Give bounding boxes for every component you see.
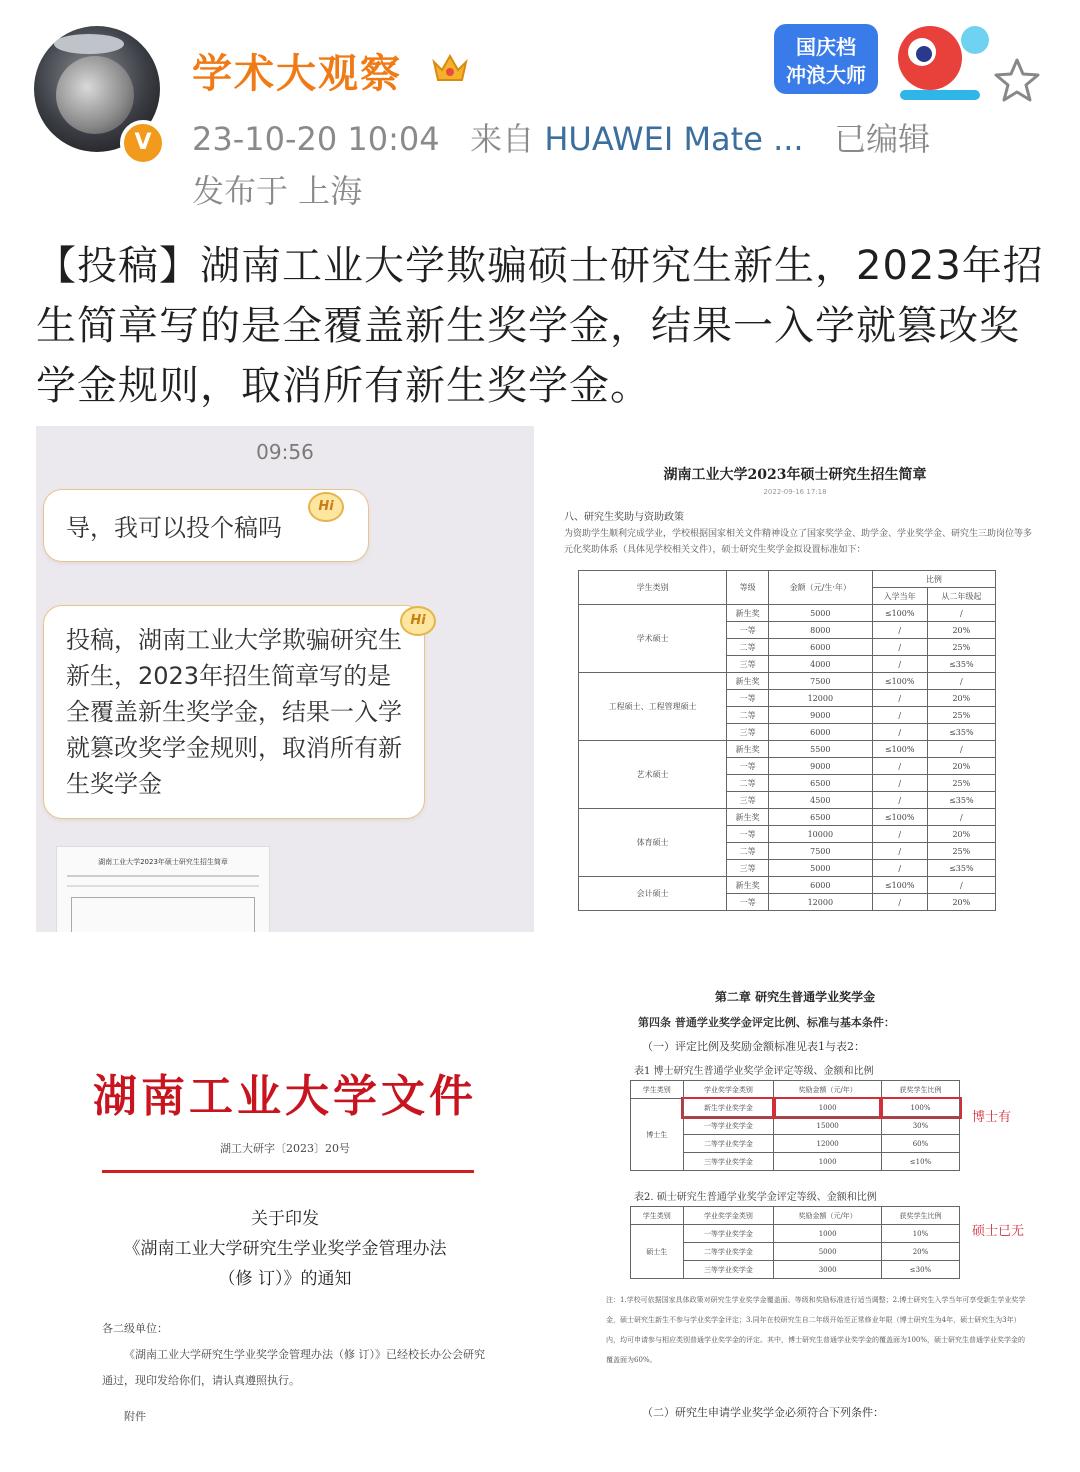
- table-cell: 新生奖: [727, 877, 769, 894]
- table-row: [631, 1225, 960, 1243]
- table-cell: 25%: [927, 843, 995, 860]
- table-cell: 25%: [927, 775, 995, 792]
- table-cell: /: [872, 724, 927, 741]
- student-type-cell: 硕士生: [631, 1225, 684, 1279]
- table-header-cell: 奖励金额（元/年）: [774, 1081, 882, 1099]
- table-cell: 12000: [774, 1135, 882, 1153]
- table-cell: 一等: [727, 826, 769, 843]
- table-row: [579, 809, 996, 826]
- table-cell: 1000: [774, 1153, 882, 1171]
- doc-number: 湖工大研字〔2023〕20号: [220, 1142, 350, 1155]
- student-type-cell: 工程硕士、工程管理硕士: [579, 673, 727, 741]
- table-cell: 6500: [768, 809, 872, 826]
- chat-bubble-2: 投稿，湖南工业大学欺骗研究生新生，2023年招生简章写的是全覆盖新生奖学金，结果一入学就篡改奖学金规则，取消所有新生奖学金: [44, 606, 424, 818]
- table-cell: 20%: [927, 758, 995, 775]
- table-cell: 12000: [768, 690, 872, 707]
- table-cell: 1000: [774, 1225, 882, 1243]
- table-cell: 二等: [727, 775, 769, 792]
- table-header-row: [631, 1207, 960, 1225]
- doc-body: 各二级单位： 《湖南工业大学研究生学业奖学金管理办法（修 订）》已经校长办公会研究通过，现印发给你们，请认真遵照执行。 附件: [102, 1322, 485, 1423]
- holiday-badge[interactable]: [770, 10, 1000, 110]
- location: 发布于 上海: [192, 172, 363, 210]
- mini-document-thumbnail: [56, 846, 270, 932]
- table-cell: /: [872, 758, 927, 775]
- chapter-title: 第二章 研究生普通学业奖学金: [714, 990, 876, 1004]
- table-header-row: [631, 1081, 960, 1099]
- table-row: [579, 605, 996, 622]
- red-divider: [102, 1170, 474, 1173]
- table-cell: /: [872, 622, 927, 639]
- table-footnote: 注：1.学校可依据国家具体政策对研究生学业奖学金覆盖面、等级和奖励标准进行适当调整；2.博士研究生入学当年可享受新生学业奖学金，硕士研究生新生不参与学业奖学金评定；3.同年在校研究生自二年级开始至正常修业年限（博士研究生为4年，硕士研究生为3年）内，均可申请参与相应类别普通学业奖学金的评定。其中，博士研究生普通学业奖学金的覆盖面为100%，硕士研究生普通学业奖学金的覆盖面为60%。: [606, 1296, 1026, 1364]
- ufo-graphic: [54, 34, 124, 54]
- masters-table: [630, 1206, 960, 1279]
- badge-line-1: 国庆档: [796, 35, 856, 59]
- table-cell: /: [872, 775, 927, 792]
- student-type-cell: 会计硕士: [579, 877, 727, 911]
- table-cell: /: [872, 792, 927, 809]
- table-cell: 新生学业奖学金: [683, 1099, 774, 1117]
- table-cell: /: [927, 673, 995, 690]
- notice-title: 关于印发 《湖南工业大学研究生学业奖学金管理办法 （修 订）》的通知: [123, 1209, 447, 1289]
- official-doc-title: 湖南工业大学文件: [93, 1071, 477, 1122]
- table-cell: /: [927, 809, 995, 826]
- source-link[interactable]: HUAWEI Mate ...: [544, 120, 804, 158]
- table-row: [579, 877, 996, 894]
- table-cell: /: [872, 826, 927, 843]
- table2-title: 表2. 硕士研究生普通学业奖学金评定等级、金额和比例: [634, 1192, 877, 1203]
- table-cell: 12000: [768, 894, 872, 911]
- table-cell: /: [872, 843, 927, 860]
- post-text: 【投稿】湖南工业大学欺骗硕士研究生新生，2023年招生简章写的是全覆盖新生奖学金，结果一入学就篡改奖学金规则，取消所有新生奖学金。: [36, 243, 1044, 409]
- crown-icon: [430, 50, 470, 86]
- table-cell: /: [872, 639, 927, 656]
- post-image-1[interactable]: [36, 426, 534, 932]
- table-cell: 新生奖: [727, 673, 769, 690]
- table-cell: 5000: [768, 860, 872, 877]
- table-row: [579, 741, 996, 758]
- table-cell: 25%: [927, 707, 995, 724]
- table-cell: 9000: [768, 707, 872, 724]
- phd-table: [630, 1080, 960, 1171]
- table-cell: 10000: [768, 826, 872, 843]
- table-cell: 20%: [881, 1243, 959, 1261]
- table-cell: ≤100%: [872, 673, 927, 690]
- scholarship-table: [578, 570, 996, 911]
- table-cell: 二等: [727, 843, 769, 860]
- table-cell: 新生奖: [727, 605, 769, 622]
- table-cell: 5500: [768, 741, 872, 758]
- student-type-cell: 学术硕士: [579, 605, 727, 673]
- chat-time: 09:56: [256, 440, 314, 464]
- table-cell: 4000: [768, 656, 872, 673]
- table-cell: /: [927, 741, 995, 758]
- table-cell: /: [927, 605, 995, 622]
- table-cell: ≤35%: [927, 724, 995, 741]
- table-cell: 10%: [881, 1225, 959, 1243]
- table-cell: 一等: [727, 894, 769, 911]
- table-header-cell: 学生类别: [631, 1081, 684, 1099]
- table-cell: /: [872, 656, 927, 673]
- table-cell: 新生奖: [727, 809, 769, 826]
- table-cell: 20%: [927, 622, 995, 639]
- table-cell: 三等: [727, 724, 769, 741]
- table-cell: 三等学业奖学金: [683, 1153, 774, 1171]
- annotation-masters: 硕士已无: [972, 1224, 1025, 1239]
- table-cell: 7500: [768, 843, 872, 860]
- table-cell: 6000: [768, 724, 872, 741]
- col-amount: 金额（元/生·年）: [768, 571, 872, 605]
- table-cell: 二等: [727, 639, 769, 656]
- hi-icon: Hi: [400, 606, 436, 636]
- table-cell: 二等学业奖学金: [683, 1135, 774, 1153]
- brochure-section: 八、研究生奖助与资助政策: [564, 512, 684, 523]
- moon-graphic: [56, 56, 134, 134]
- table-header-cell: 学业奖学金类别: [683, 1081, 774, 1099]
- table-cell: ≤35%: [927, 656, 995, 673]
- table-cell: /: [872, 690, 927, 707]
- table-cell: 6000: [768, 639, 872, 656]
- mini-doc-title: 湖南工业大学2023年硕士研究生招生简章: [98, 858, 228, 866]
- post-image-2[interactable]: [546, 426, 1044, 932]
- table-cell: 20%: [927, 894, 995, 911]
- table-header-cell: 学生类别: [631, 1207, 684, 1225]
- col-ratio: 比例: [872, 571, 995, 588]
- table-cell: 5000: [774, 1243, 882, 1261]
- table-cell: 一等学业奖学金: [683, 1117, 774, 1135]
- table-cell: 9000: [768, 758, 872, 775]
- post-meta: [192, 114, 930, 160]
- table-row: [631, 1099, 960, 1117]
- col-ratio-y2: 从二年级起: [927, 588, 995, 605]
- table-cell: 3000: [774, 1261, 882, 1279]
- table-cell: 20%: [927, 690, 995, 707]
- table-cell: /: [872, 894, 927, 911]
- annotation-phd: 博士有: [972, 1110, 1012, 1125]
- source-prefix: 来自: [470, 120, 535, 158]
- table-cell: /: [927, 877, 995, 894]
- table-header-cell: 获奖学生比例: [881, 1207, 959, 1225]
- table-cell: 三等: [727, 792, 769, 809]
- table-cell: 25%: [927, 639, 995, 656]
- favorite-star-icon[interactable]: [992, 56, 1042, 106]
- table-cell: ≤35%: [927, 860, 995, 877]
- student-type-cell: 体育硕士: [579, 809, 727, 877]
- sub-heading-2: （二）研究生申请学业奖学金必须符合下列条件：: [642, 1406, 884, 1419]
- table-cell: ≤30%: [881, 1261, 959, 1279]
- brochure-title: 湖南工业大学2023年硕士研究生招生简章: [663, 467, 927, 483]
- table-header-cell: 学业奖学金类别: [683, 1207, 774, 1225]
- table-cell: 一等: [727, 758, 769, 775]
- brochure-date: 2022-09-16 17:18: [763, 488, 827, 496]
- table-cell: 6000: [768, 877, 872, 894]
- table-cell: 一等: [727, 690, 769, 707]
- chat-bubble-1: 导，我可以投个稿吗: [44, 490, 368, 561]
- student-type-cell: 艺术硕士: [579, 741, 727, 809]
- article-title: 第四条 普通学业奖学金评定比例、标准与基本条件：: [638, 1016, 895, 1029]
- table-cell: 二等: [727, 707, 769, 724]
- table-cell: 一等: [727, 622, 769, 639]
- post-image-3[interactable]: [36, 944, 534, 1450]
- table-cell: 三等: [727, 860, 769, 877]
- brochure-paragraph: 为资助学生顺利完成学业，学校根据国家相关文件精神设立了国家奖学金、助学金、学业奖学金、研究生三助岗位等多元化奖助体系（具体见学校相关文件），硕士研究生奖学金拟设置标准如下：: [564, 529, 1033, 555]
- table-cell: 1000: [774, 1099, 882, 1117]
- table-cell: 100%: [881, 1099, 959, 1117]
- table1-title: 表1 博士研究生普通学业奖学金评定等级、金额和比例: [634, 1066, 874, 1077]
- badge-line-2: 冲浪大师: [786, 63, 866, 87]
- table-cell: /: [872, 707, 927, 724]
- student-type-cell: 博士生: [631, 1099, 684, 1171]
- table-row: [579, 673, 996, 690]
- table-cell: 一等学业奖学金: [683, 1225, 774, 1243]
- sub-heading-1: （一）评定比例及奖励金额标准见表1与表2：: [642, 1040, 865, 1053]
- table-cell: ≤35%: [927, 792, 995, 809]
- table-cell: 新生奖: [727, 741, 769, 758]
- table-cell: 二等学业奖学金: [683, 1243, 774, 1261]
- table-cell: ≤10%: [881, 1153, 959, 1171]
- table-cell: ≤100%: [872, 877, 927, 894]
- table-cell: 5000: [768, 605, 872, 622]
- table-cell: 4500: [768, 792, 872, 809]
- table-header-cell: 获奖学生比例: [881, 1081, 959, 1099]
- table-cell: 6500: [768, 775, 872, 792]
- post-image-4[interactable]: [546, 944, 1044, 1450]
- verified-badge-icon: V: [120, 120, 166, 166]
- table-cell: /: [872, 860, 927, 877]
- col-ratio-y1: 入学当年: [872, 588, 927, 605]
- table-cell: 三等: [727, 656, 769, 673]
- table-cell: ≤100%: [872, 605, 927, 622]
- table-cell: 60%: [881, 1135, 959, 1153]
- hi-icon: Hi: [308, 492, 344, 522]
- table-cell: 8000: [768, 622, 872, 639]
- table-cell: 30%: [881, 1117, 959, 1135]
- table-cell: ≤100%: [872, 809, 927, 826]
- table-cell: 20%: [927, 826, 995, 843]
- table-cell: 三等学业奖学金: [683, 1261, 774, 1279]
- username[interactable]: 学术大观察: [192, 51, 402, 97]
- table-cell: ≤100%: [872, 741, 927, 758]
- timestamp: 23-10-20 10:04: [192, 120, 440, 158]
- col-type: 学生类别: [579, 571, 727, 605]
- col-grade: 等级: [727, 571, 769, 605]
- edited-label[interactable]: 已编辑: [834, 120, 931, 158]
- table-header-cell: 奖励金额（元/年）: [774, 1207, 882, 1225]
- table-cell: 15000: [774, 1117, 882, 1135]
- table-cell: 7500: [768, 673, 872, 690]
